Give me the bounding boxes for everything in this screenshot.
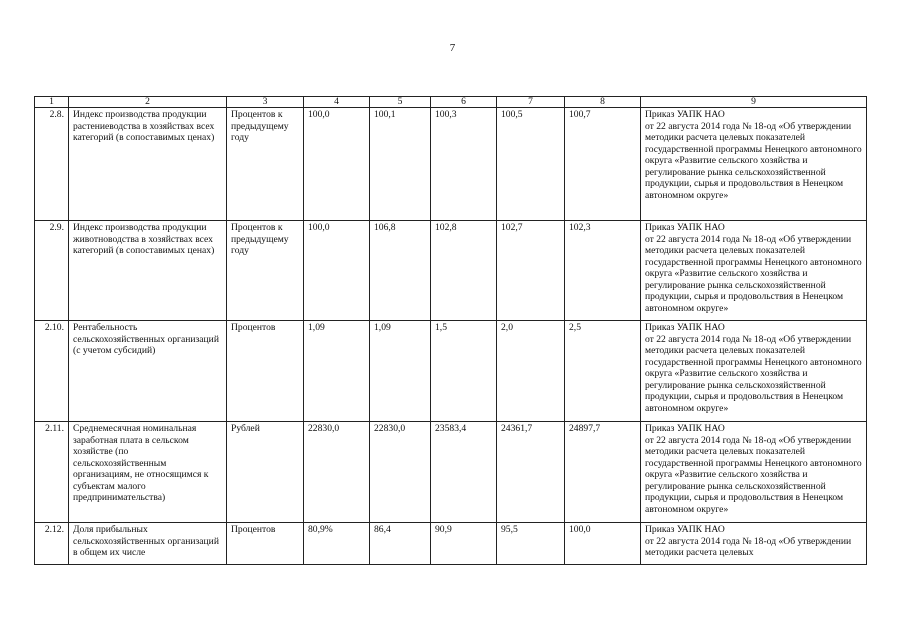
value-col7: 24361,7 [497,422,565,523]
value-col5: 1,09 [370,321,431,422]
value-col6: 23583,4 [431,422,497,523]
header-cell: 3 [227,97,304,108]
row-number: 2.12. [35,523,69,565]
source: Приказ УАПК НАО от 22 августа 2014 года № 18-од «Об утверждении методики расчета целевых показателей государственной программы Ненецкого автономного округа «Развитие сельского хозяйства и регулирование рынка сельскохозяйственной продукции, сырья и продовольствия в Ненецком автономном округе» [641,422,867,523]
row-number: 2.11. [35,422,69,523]
unit: Процентов к предыдущему году [227,108,304,221]
source: Приказ УАПК НАО от 22 августа 2014 года № 18-од «Об утверждении методики расчета целевых [641,523,867,565]
header-cell: 6 [431,97,497,108]
indicator-name: Индекс производства продукции животноводства в хозяйствах всех категорий (в сопоставимых ценах) [69,221,227,321]
table-row [35,221,867,321]
table-row [35,523,867,565]
indicators-table [34,96,867,565]
header-cell: 4 [304,97,370,108]
value-col5: 22830,0 [370,422,431,523]
header-cell: 8 [565,97,641,108]
value-col6: 102,8 [431,221,497,321]
value-col5: 106,8 [370,221,431,321]
header-cell: 7 [497,97,565,108]
value-col4: 100,0 [304,221,370,321]
unit: Процентов [227,523,304,565]
value-col4: 100,0 [304,108,370,221]
value-col6: 100,3 [431,108,497,221]
value-col8: 102,3 [565,221,641,321]
unit: Рублей [227,422,304,523]
table-row [35,108,867,221]
value-col6: 1,5 [431,321,497,422]
value-col4: 22830,0 [304,422,370,523]
value-col7: 2,0 [497,321,565,422]
value-col4: 1,09 [304,321,370,422]
value-col5: 100,1 [370,108,431,221]
source: Приказ УАПК НАО от 22 августа 2014 года № 18-од «Об утверждении методики расчета целевых показателей государственной программы Ненецкого автономного округа «Развитие сельского хозяйства и регулирование рынка сельскохозяйственной продукции, сырья и продовольствия в Ненецком автономном округе» [641,108,867,221]
header-cell: 1 [35,97,69,108]
unit: Процентов [227,321,304,422]
value-col7: 100,5 [497,108,565,221]
value-col8: 100,7 [565,108,641,221]
header-row [35,97,867,108]
source: Приказ УАПК НАО от 22 августа 2014 года № 18-од «Об утверждении методики расчета целевых показателей государственной программы Ненецкого автономного округа «Развитие сельского хозяйства и регулирование рынка сельскохозяйственной продукции, сырья и продовольствия в Ненецком автономном округе» [641,221,867,321]
source: Приказ УАПК НАО от 22 августа 2014 года № 18-од «Об утверждении методики расчета целевых показателей государственной программы Ненецкого автономного округа «Развитие сельского хозяйства и регулирование рынка сельскохозяйственной продукции, сырья и продовольствия в Ненецком автономном округе» [641,321,867,422]
value-col6: 90,9 [431,523,497,565]
indicator-name: Среднемесячная номинальная заработная плата в сельском хозяйстве (по сельскохозяйственным организациям, не относящимся к субъектам малого предпринимательства) [69,422,227,523]
indicator-name: Индекс производства продукции растениеводства в хозяйствах всех категорий (в сопоставимых ценах) [69,108,227,221]
value-col8: 2,5 [565,321,641,422]
indicator-name: Рентабельность сельскохозяйственных организаций (с учетом субсидий) [69,321,227,422]
value-col8: 24897,7 [565,422,641,523]
header-cell: 5 [370,97,431,108]
indicator-name: Доля прибыльных сельскохозяйственных организаций в общем их числе [69,523,227,565]
value-col8: 100,0 [565,523,641,565]
header-cell: 2 [69,97,227,108]
table-row [35,321,867,422]
value-col5: 86,4 [370,523,431,565]
value-col4: 80,9% [304,523,370,565]
header-cell: 9 [641,97,867,108]
row-number: 2.9. [35,221,69,321]
row-number: 2.10. [35,321,69,422]
unit: Процентов к предыдущему году [227,221,304,321]
page-number: 7 [449,42,456,54]
row-number: 2.8. [35,108,69,221]
value-col7: 95,5 [497,523,565,565]
table-row [35,422,867,523]
value-col7: 102,7 [497,221,565,321]
